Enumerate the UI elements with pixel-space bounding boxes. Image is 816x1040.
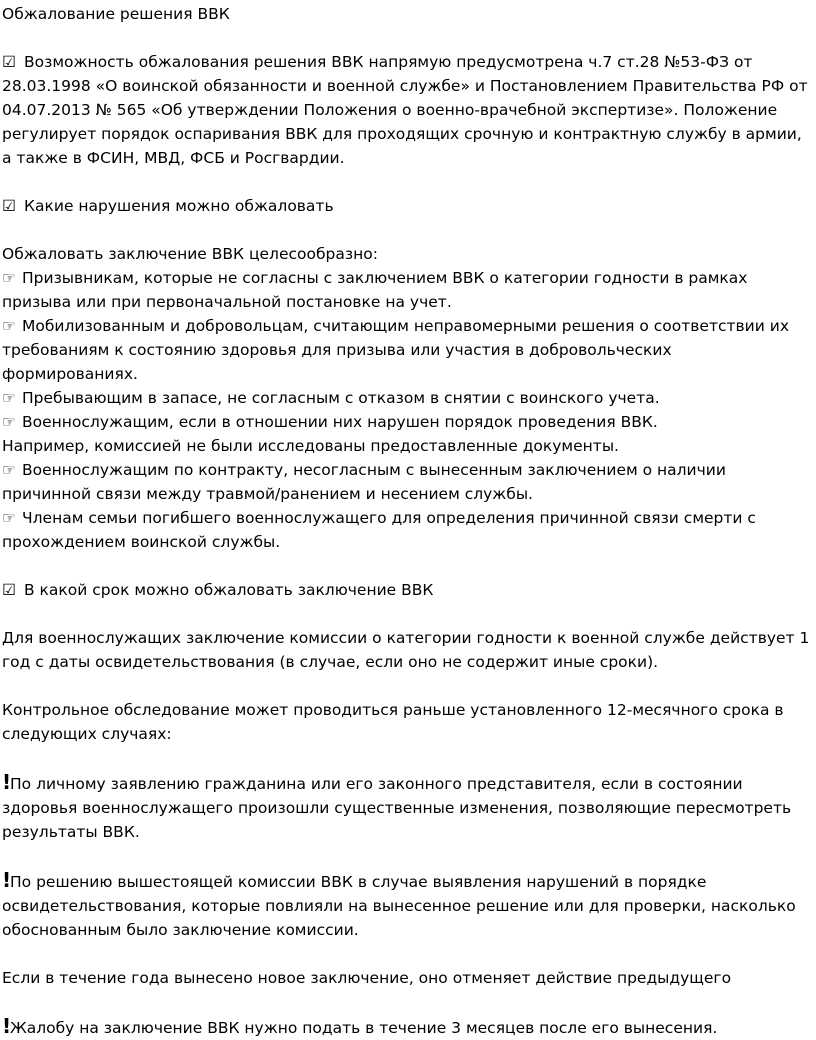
document [2,0,812,1040]
paragraph-validity: Для военнослужащих заключение комиссии о категории годности к военной службе действует 1 год с даты освидетельствования (в случае, если оно не содержит иные сроки). [2,629,810,671]
check-box-icon: ☑ [2,197,16,215]
list-item: ☞ Призывникам, которые не согласны с заключением ВВК о категории годности в рамках призыва или при первоначальной постановке на учет. [2,266,812,314]
pointing-hand-icon: ☞ [2,413,16,431]
section-heading-deadline [2,578,812,602]
paragraph-new-conclusion: Если в течение года вынесено новое заключение, оно отменяет действие предыдущего [2,969,732,987]
pointing-hand-icon: ☞ [2,317,16,335]
warning-item: !Жалобу на заключение ВВК нужно подать в течение 3 месяцев после его вынесения. [2,1014,718,1038]
exclamation-icon: ! [2,1014,12,1038]
pointing-hand-icon: ☞ [2,389,16,407]
pointing-hand-icon: ☞ [2,461,16,479]
warning-item: !По личному заявлению гражданина или его законного представителя, если в состоянии здоровья военнослужащего произошли существенные изменения, позволяющие пересмотреть результаты ВВК. [2,770,792,841]
check-box-icon: ☑ [2,53,16,71]
exclamation-icon: ! [2,770,12,794]
list-item: ☞ Мобилизованным и добровольцам, считающим неправомерными решения о соответствии их требованиям к состоянию здоровья для призыва или участия в добровольческих формированиях. [2,314,812,386]
list-item: ☞ Пребывающим в запасе, не согласным с отказом в снятии с воинского учета. [2,386,812,410]
legal-basis-text: Возможность обжалования решения ВВК напрямую предусмотрена ч.7 ст.28 №53-ФЗ от 28.03.1998 «О воинской обязанности и военной службе» и Постановлением Правительства РФ от 04.07.2013 № 565 «Об утверждении Положения о военно-врачебной экспертизе». Положение регулирует порядок оспаривания ВВК для проходящих срочную и контрактную службу в армии, а также в ФСИН, МВД, ФСБ и Росгвардии. [2,53,808,167]
pointing-hand-icon: ☞ [2,509,16,527]
paragraph-control-exam: Контрольное обследование может проводиться раньше установленного 12-месячного срока в следующих случаях: [2,701,784,743]
warning-item: !По решению вышестоящей комиссии ВВК в случае выявления нарушений в порядке освидетельствования, которые повлияли на вынесенное решение или для проверки, насколько обоснованным было заключение комиссии. [2,868,796,939]
paragraph-legal-basis [2,50,812,170]
exclamation-icon: ! [2,868,12,892]
list-note: Например, комиссией не были исследованы предоставленные документы. [2,437,619,455]
page-title: Обжалование решения ВВК [2,5,230,23]
deadline-heading-text: В какой срок можно обжаловать заключение ВВК [24,581,434,599]
check-box-icon: ☑ [2,581,16,599]
violations-heading-text: Какие нарушения можно обжаловать [24,197,334,215]
section-heading-violations [2,194,812,218]
violations-intro: Обжаловать заключение ВВК целесообразно: [2,245,378,263]
list-item: ☞ Военнослужащим, если в отношении них нарушен порядок проведения ВВК. [2,410,812,434]
list-item: ☞ Членам семьи погибшего военнослужащего для определения причинной связи смерти с прохождением воинской службы. [2,506,812,554]
list-item: ☞ Военнослужащим по контракту, несогласным с вынесенным заключением о наличии причинной связи между травмой/ранением и несением службы. [2,458,812,506]
pointing-hand-icon: ☞ [2,269,16,287]
